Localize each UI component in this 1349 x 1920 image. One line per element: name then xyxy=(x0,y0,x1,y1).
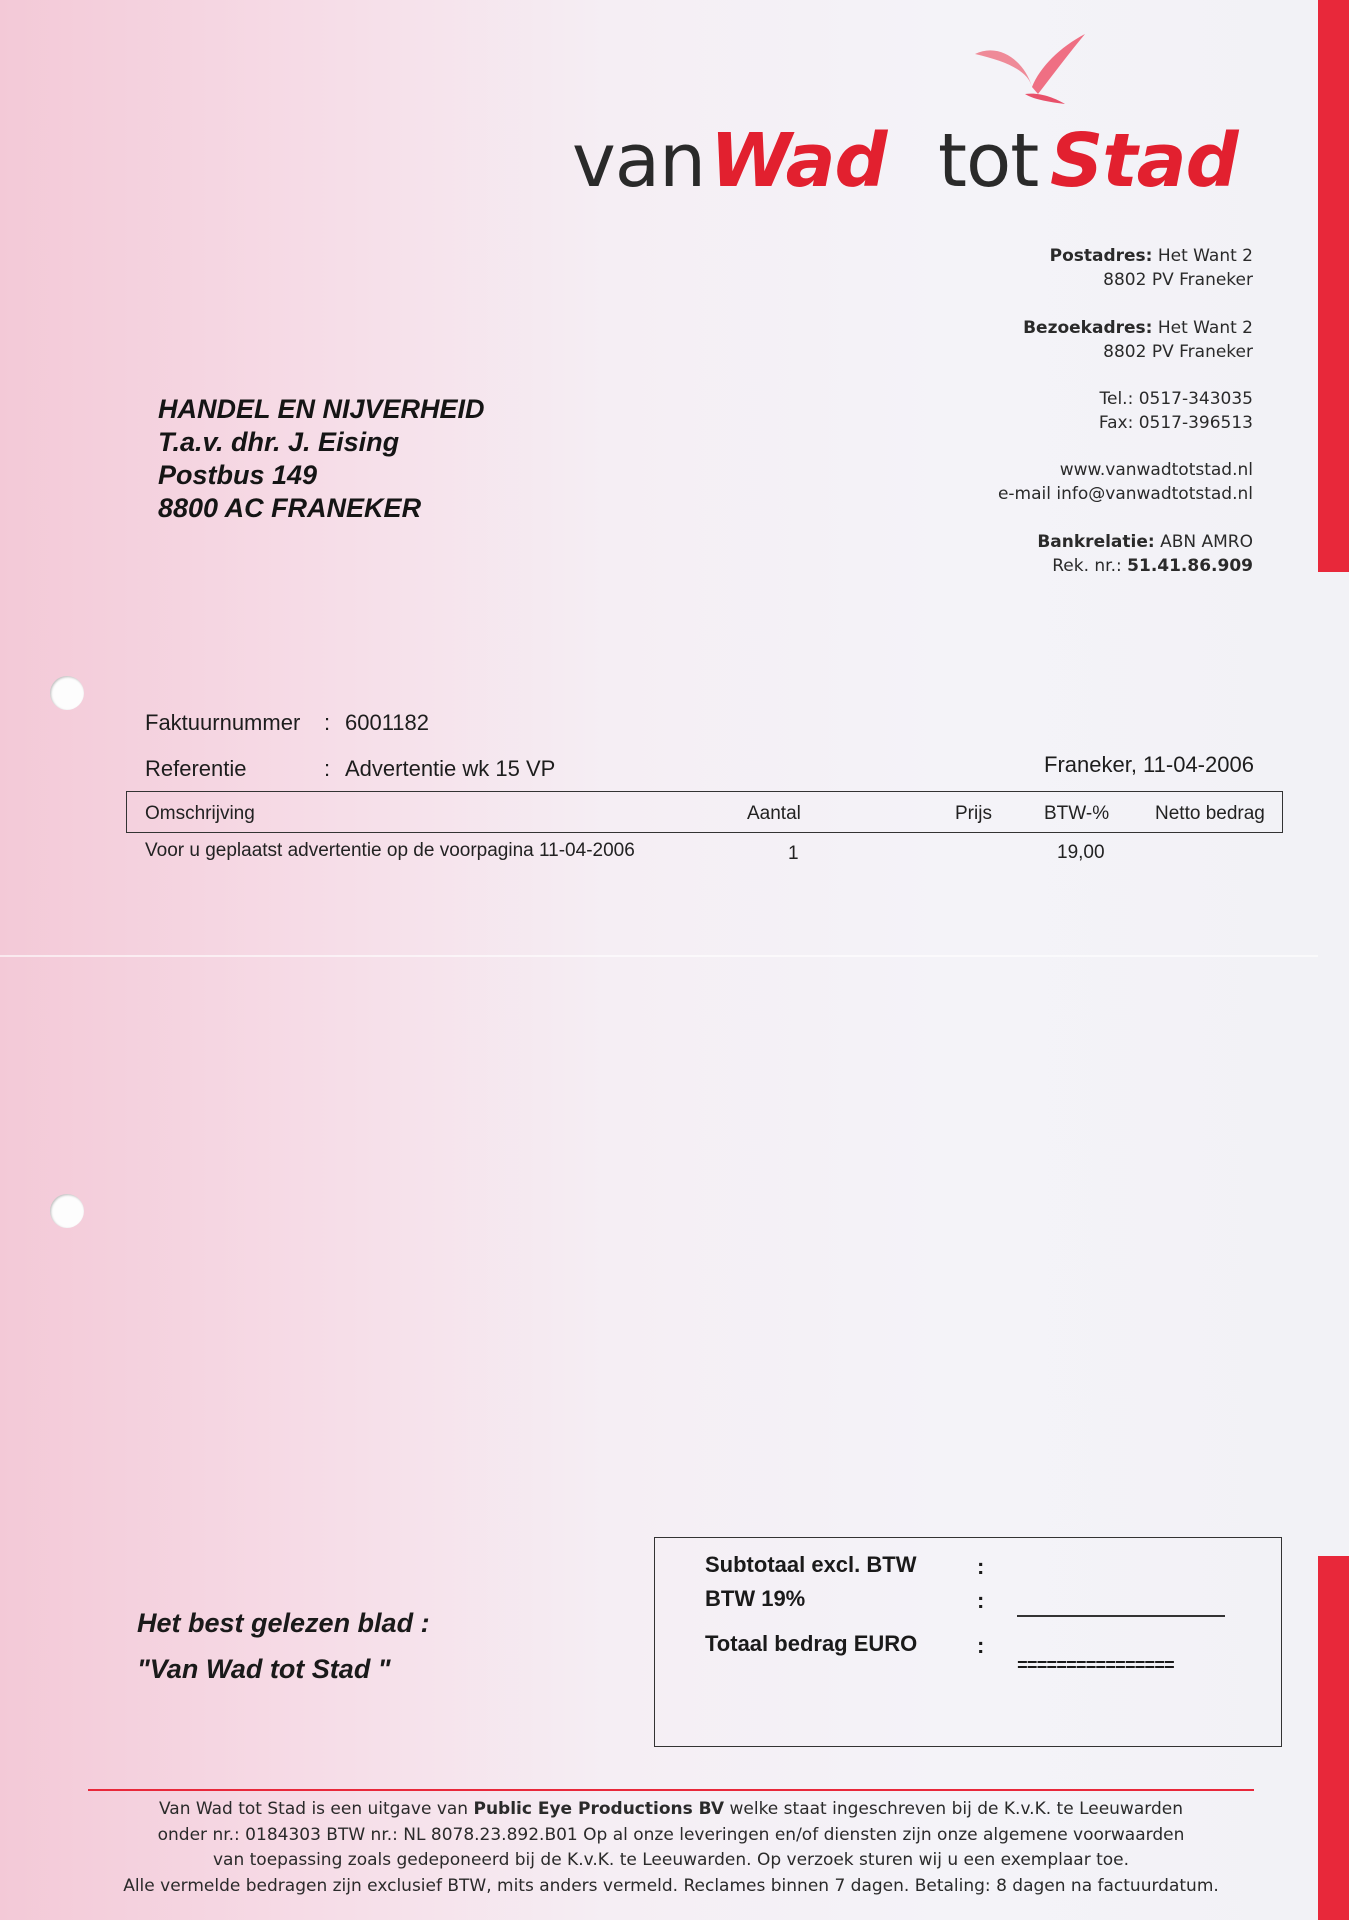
bezoekadres-line1: Het Want 2 xyxy=(1157,318,1253,338)
footer-line3: van toepassing zoals gedeponeerd bij de K.v.K. te Leeuwarden. Op verzoek sturen wij u een exemplaar toe. xyxy=(212,1850,1130,1870)
colon: : xyxy=(977,1554,985,1579)
rek-label: Rek. nr.: xyxy=(1052,556,1122,576)
brand-logo xyxy=(560,40,1260,210)
bank-label: Bankrelatie: xyxy=(1037,532,1155,552)
red-side-bar-bottom xyxy=(1318,1556,1349,1920)
web-email xyxy=(998,458,1253,506)
colon: : xyxy=(977,1588,985,1613)
bank-details xyxy=(1037,530,1253,578)
row-omschrijving: Voor u geplaatst advertentie op de voorpagina 11-04-2006 xyxy=(145,840,635,861)
slogan-line1: Het best gelezen blad : xyxy=(137,1608,430,1638)
slogan-line2: "Van Wad tot Stad " xyxy=(137,1654,391,1684)
invoice-number-label: Faktuurnummer xyxy=(145,710,301,735)
colon: : xyxy=(324,710,331,735)
telephone: Tel.: 0517-343035 xyxy=(1099,389,1253,409)
sum-line xyxy=(1017,1615,1225,1617)
bank-name: ABN AMRO xyxy=(1160,532,1253,552)
row-btw: 19,00 xyxy=(1057,842,1105,863)
bezoekadres-label: Bezoekadres: xyxy=(1023,318,1153,338)
footer-line4: Alle vermelde bedragen zijn exclusief BTW, mits anders vermeld. Reclames binnen 7 dagen. Betaling: 8 dagen na factuurdatum. xyxy=(123,1875,1219,1896)
punch-hole xyxy=(50,1194,84,1228)
double-underline: ================ xyxy=(1017,1657,1174,1677)
footer-divider xyxy=(88,1789,1254,1791)
footer-text-part: Van Wad tot Stad is een uitgave van xyxy=(159,1799,474,1819)
col-aantal: Aantal xyxy=(747,803,801,824)
postadres-line1: Het Want 2 xyxy=(1157,246,1253,266)
col-btw: BTW-% xyxy=(1044,803,1110,824)
logo-wad: Wad xyxy=(710,118,887,204)
phone-fax xyxy=(1099,387,1253,435)
recipient-address xyxy=(158,393,485,525)
col-omschrijving: Omschrijving xyxy=(145,803,255,824)
reference-value: Advertentie wk 15 VP xyxy=(345,756,556,781)
bird-icon xyxy=(970,32,1090,117)
footer-line2: onder nr.: 0184303 BTW nr.: NL 8078.23.892.B01 Op al onze leveringen en/of diensten zijn onze algemene voorwaarden xyxy=(157,1824,1185,1845)
reference-label: Referentie xyxy=(145,756,247,781)
publisher-name: Public Eye Productions BV xyxy=(473,1799,725,1819)
total-label: Totaal bedrag EURO xyxy=(705,1631,918,1656)
red-side-bar-top xyxy=(1318,0,1349,572)
subtotal-label: Subtotaal excl. BTW xyxy=(705,1552,917,1577)
logo-stad: Stad xyxy=(1050,118,1238,204)
paper-fold-line xyxy=(0,955,1318,957)
footer-text-part: welke staat ingeschreven bij de K.v.K. te Leeuwarden xyxy=(724,1799,1183,1819)
logo-tot: tot xyxy=(938,118,1039,204)
postadres-label: Postadres: xyxy=(1049,246,1153,266)
postal-address xyxy=(1050,244,1253,292)
row-aantal: 1 xyxy=(788,843,799,864)
recipient-line: 8800 AC FRANEKER xyxy=(158,493,422,523)
col-prijs: Prijs xyxy=(955,803,992,824)
fax: Fax: 0517-396513 xyxy=(1098,413,1253,433)
website: www.vanwadtotstad.nl xyxy=(1059,460,1253,480)
colon: : xyxy=(324,756,331,781)
email: e-mail info@vanwadtotstad.nl xyxy=(997,484,1253,504)
visit-address xyxy=(1023,316,1253,364)
recipient-line: Postbus 149 xyxy=(158,460,318,490)
rek-number: 51.41.86.909 xyxy=(1127,556,1253,576)
invoice-number: 6001182 xyxy=(345,710,430,735)
recipient-line: HANDEL EN NIJVERHEID xyxy=(158,394,485,424)
col-netto: Netto bedrag xyxy=(1155,803,1265,824)
footer-line1 xyxy=(88,1797,1254,1823)
colon: : xyxy=(977,1633,985,1658)
recipient-line: T.a.v. dhr. J. Eising xyxy=(158,427,400,457)
postadres-line2: 8802 PV Franeker xyxy=(1103,270,1253,290)
place-date: Franeker, 11-04-2006 xyxy=(1044,752,1254,777)
bezoekadres-line2: 8802 PV Franeker xyxy=(1103,342,1253,362)
vat-label: BTW 19% xyxy=(705,1586,806,1611)
footer-text xyxy=(88,1797,1254,1899)
punch-hole xyxy=(50,676,84,710)
logo-van: van xyxy=(572,118,706,204)
table-header-box xyxy=(126,791,1283,833)
